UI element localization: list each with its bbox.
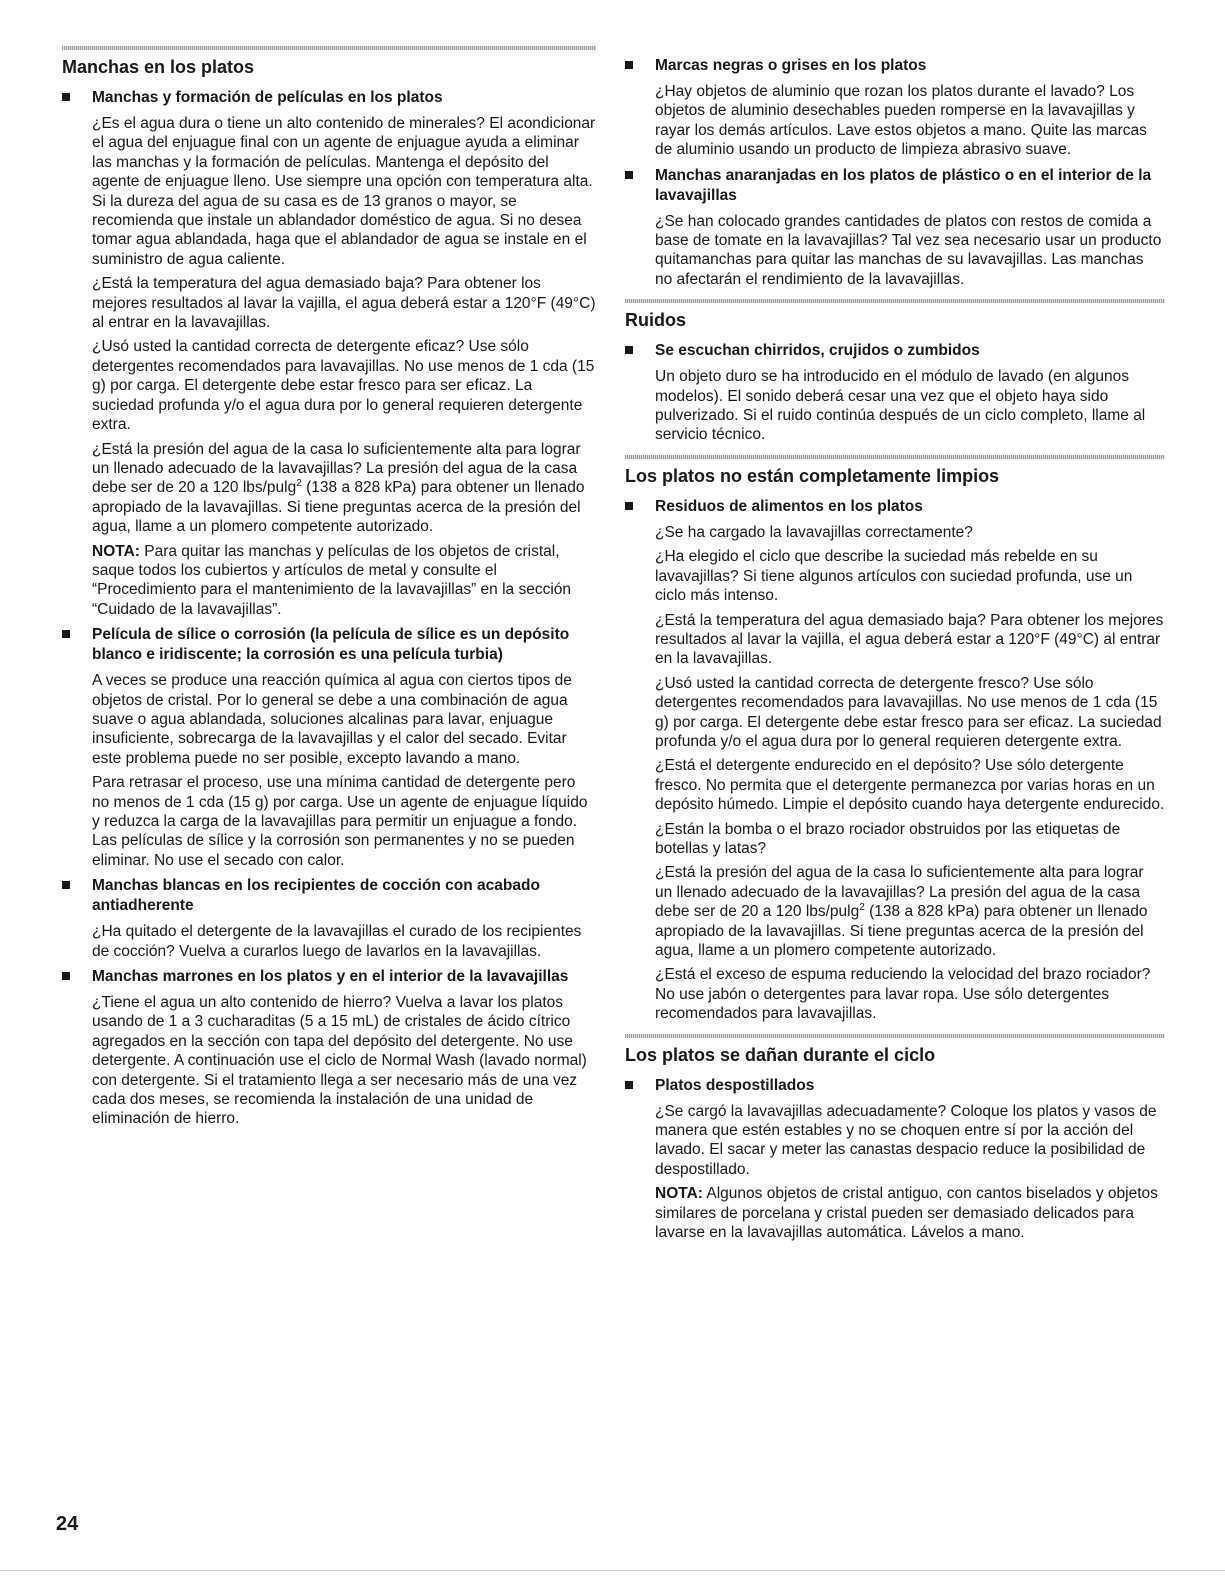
paragraph: Para retrasar el proceso, use una mínima cantidad de detergente pero no menos de 1 cda (15 g) por carga. Use un agente de enjuague líquido y reduzca la carga de la lavavajillas para permitir un enjuague a fondo. Las películas de sílice y la corrosión son permanentes y no se pueden eliminar. No use el secado con calor.: [92, 774, 588, 869]
paragraph: ¿Está el detergente endurecido en el depósito? Use sólo detergente fresco. No permita que el detergente permanezca por varias horas en un depósito húmedo. Limpie el depósito cuando haya detergente endurecido.: [655, 757, 1165, 814]
section-danan: [625, 1034, 1165, 1243]
note-paragraph: [655, 1184, 1165, 1242]
item-marcas-negras: [625, 56, 1165, 160]
section-title: Los platos se dañan durante el ciclo: [625, 1044, 936, 1065]
section-title: Ruidos: [625, 310, 686, 331]
item-pelicula-silice: [62, 625, 596, 870]
section-divider: [62, 46, 596, 50]
item-manchas-peliculas: [62, 88, 596, 619]
paragraph: ¿Está la temperatura del agua demasiado baja? Para obtener los mejores resultados al lavar la vajilla, el agua deberá estar a 120°F (49°C) al entrar en la lavavajillas.: [92, 275, 596, 332]
note-label: NOTA:: [92, 542, 140, 560]
page-bottom-rule: [0, 1570, 1225, 1571]
item-manchas-marrones: [62, 967, 596, 1129]
note-text: Para quitar las manchas y películas de los objetos de cristal, saque todos los cubiertos y artículos de metal y consulte el “Procedimiento para el mantenimiento de la lavavajillas” en la sección “Cuidado de la lavavajillas”.: [92, 542, 572, 618]
paragraph: ¿Se ha cargado la lavavajillas correctamente?: [655, 523, 973, 541]
paragraph-pressure: [655, 863, 1165, 960]
item-title: Manchas y formación de películas en los platos: [92, 89, 443, 106]
item-title: Película de sílice o corrosión (la película de sílice es un depósito blanco e iridiscente; la corrosión es una película turbia): [92, 626, 570, 664]
bullet-icon: [62, 93, 70, 101]
bullet-icon: [62, 881, 70, 889]
note-paragraph: [92, 542, 596, 620]
paragraph: ¿Usó usted la cantidad correcta de detergente fresco? Use sólo detergentes recomendados para lavavajillas. No use menos de 1 cda (15 g) por carga. El detergente debe estar fresco para ser eficaz. La suciedad profunda y/o el agua dura por lo general requieren detergente extra.: [655, 674, 1162, 750]
section-manchas-continued: [625, 56, 1165, 289]
paragraph: ¿Hay objetos de aluminio que rozan los platos durante el lavado? Los objetos de aluminio desechables pueden romperse en la lavavajillas y rayar los demás artículos. Lave estos objetos a mano. Quite las marcas de aluminio usando un producto de limpieza abrasivo suave.: [655, 83, 1147, 159]
paragraph: ¿Están la bomba o el brazo rociador obstruidos por las etiquetas de botellas y latas?: [655, 820, 1121, 857]
item-title: Residuos de alimentos en los platos: [655, 497, 923, 515]
paragraph: A veces se produce una reacción química al agua con ciertos tipos de objetos de cristal. Por lo general se debe a una combinación de agua suave o agua ablandada, soluciones alcalinas para lavar, enjuague insuficiente, sobrecarga de la lavavajillas y el calor del secado. Evitar este problema puede no ser posible, excepto lavando a mano.: [92, 672, 572, 767]
section-title: Manchas en los platos: [62, 57, 255, 77]
section-manchas: [62, 46, 596, 1129]
text: (138 a 828 kPa) para obtener un llenado apropiado de la lavavajillas. Si tiene preguntas acerca de la presión del agua, llame a un plomero competente autorizado.: [655, 903, 1148, 959]
superscript: 2: [296, 478, 302, 490]
paragraph-pressure: [92, 440, 596, 537]
paragraph: ¿Está el exceso de espuma reduciendo la velocidad del brazo rociador? No use jabón o detergentes para lavar ropa. Use sólo detergentes recomendados para lavavajillas.: [655, 966, 1151, 1023]
left-column: [62, 46, 596, 1139]
paragraph: ¿Se cargó la lavavajillas adecuadamente? Coloque los platos y vasos de manera que estén estables y no se choquen entre sí por la acción del lavado. El sacar y meter las canastas despacio reduce la posibilidad de despostillado.: [655, 1102, 1157, 1178]
paragraph: ¿Usó usted la cantidad correcta de detergente eficaz? Use sólo detergentes recomendados para lavavajillas. No use menos de 1 cda (15 g) por carga. El detergente debe estar fresco para ser eficaz. La suciedad profunda y/o el agua dura por lo general requieren detergente extra.: [92, 338, 595, 434]
text: ¿Está la presión del agua de la casa lo suficientemente alta para lograr un llenado adecuado de la lavavajillas? La presión del agua de la casa debe ser de 20 a 120 lbs/pulg: [655, 864, 1144, 921]
paragraph: ¿Es el agua dura o tiene un alto contenido de minerales? El acondicionar el agua del enjuague final con un agente de enjuague ayuda a eliminar las manchas y la formación de películas. Mantenga el depósito del agente de enjuague lleno. Use siempre una opción con temperatura alta. Si la dureza del agua de su casa es de 13 granos o mayor, se recomienda que instale un ablandador doméstico de agua. Si no desea tomar agua ablandada, haga que el ablandador de agua se instale en el suministro de agua caliente.: [92, 115, 596, 268]
note-text: Algunos objetos de cristal antiguo, con cantos biselados y objetos similares de porcelana y cristal pueden ser demasiado delicados para lavarse en la lavavajillas automática. Lávelos a mano.: [655, 1185, 1158, 1242]
section-no-limpios: [625, 455, 1165, 1024]
section-divider: [625, 299, 1165, 303]
item-title: Manchas anaranjadas en los platos de plástico o en el interior de la lavavajillas: [655, 166, 1152, 204]
item-title: Se escuchan chirridos, crujidos o zumbidos: [655, 342, 980, 360]
superscript: 2: [859, 902, 865, 914]
section-divider: [625, 1034, 1165, 1038]
item-title: Manchas marrones en los platos y en el interior de la lavavajillas: [92, 968, 569, 986]
paragraph: ¿Ha quitado el detergente de la lavavajillas el curado de los recipientes de cocción? Vuelva a curarlos luego de lavarlos en la lavavajillas.: [92, 923, 582, 960]
section-divider: [625, 455, 1165, 459]
text: (138 a 828 kPa) para obtener un llenado apropiado de la lavavajillas. Si tiene preguntas acerca de la presión del agua, llame a un plomero competente autorizado.: [92, 479, 585, 536]
item-manchas-anaranjadas: [625, 166, 1165, 290]
bullet-icon: [625, 61, 633, 69]
right-column: [625, 56, 1165, 1252]
item-title: Manchas blancas en los recipientes de cocción con acabado antiadherente: [92, 877, 540, 915]
text: ¿Está la presión del agua de la casa lo suficientemente alta para lograr un llenado adecuado de la lavavajillas? La presión del agua de la casa debe ser de 20 a 120 lbs/pulg: [92, 440, 581, 497]
paragraph: Un objeto duro se ha introducido en el módulo de lavado (en algunos modelos). El sonido deberá cesar una vez que el objeto haya sido pulverizado. Si el ruido continúa después de un ciclo completo, llame al servicio técnico.: [655, 368, 1146, 444]
bullet-icon: [625, 171, 633, 179]
paragraph: ¿Ha elegido el ciclo que describe la suciedad más rebelde en su lavavajillas? Si tiene algunos artículos con suciedad profunda, use un ciclo más intenso.: [655, 548, 1133, 605]
bullet-icon: [62, 972, 70, 980]
bullet-icon: [625, 1081, 633, 1089]
paragraph: ¿Está la temperatura del agua demasiado baja? Para obtener los mejores resultados al lavar la vajilla, el agua deberá estar a 120°F (49°C) al entrar en la lavavajillas.: [655, 611, 1164, 668]
bullet-icon: [625, 502, 633, 510]
bullet-icon: [625, 346, 633, 354]
bullet-icon: [62, 630, 70, 638]
item-chirridos: [625, 341, 1165, 445]
item-title: Marcas negras o grises en los platos: [655, 57, 927, 74]
item-despostillados: [625, 1076, 1165, 1243]
item-manchas-blancas: [62, 876, 596, 961]
section-title: Los platos no están completamente limpios: [625, 465, 1000, 486]
note-label: NOTA:: [655, 1185, 703, 1203]
paragraph: ¿Se han colocado grandes cantidades de platos con restos de comida a base de tomate en la lavavajillas? Tal vez sea necesario usar un producto quitamanchas para quitar las manchas de su lavavajillas. Las manchas no afectarán el rendimiento de la lavavajillas.: [655, 212, 1162, 288]
section-ruidos: [625, 299, 1165, 445]
item-residuos: [625, 497, 1165, 1024]
item-title: Platos despostillados: [655, 1076, 815, 1094]
paragraph: ¿Tiene el agua un alto contenido de hierro? Vuelva a lavar los platos usando de 1 a 3 cucharaditas (5 a 15 mL) de cristales de ácido cítrico agregados en la sección con tapa del depósito del detergente. No use detergente. A continuación use el ciclo de Normal Wash (lavado normal) con detergente. Si el tratamiento llega a ser necesario más de una vez cada dos meses, se recomienda la instalación de una unidad de eliminación de hierro.: [92, 994, 587, 1128]
page-number: 24: [56, 1513, 79, 1535]
